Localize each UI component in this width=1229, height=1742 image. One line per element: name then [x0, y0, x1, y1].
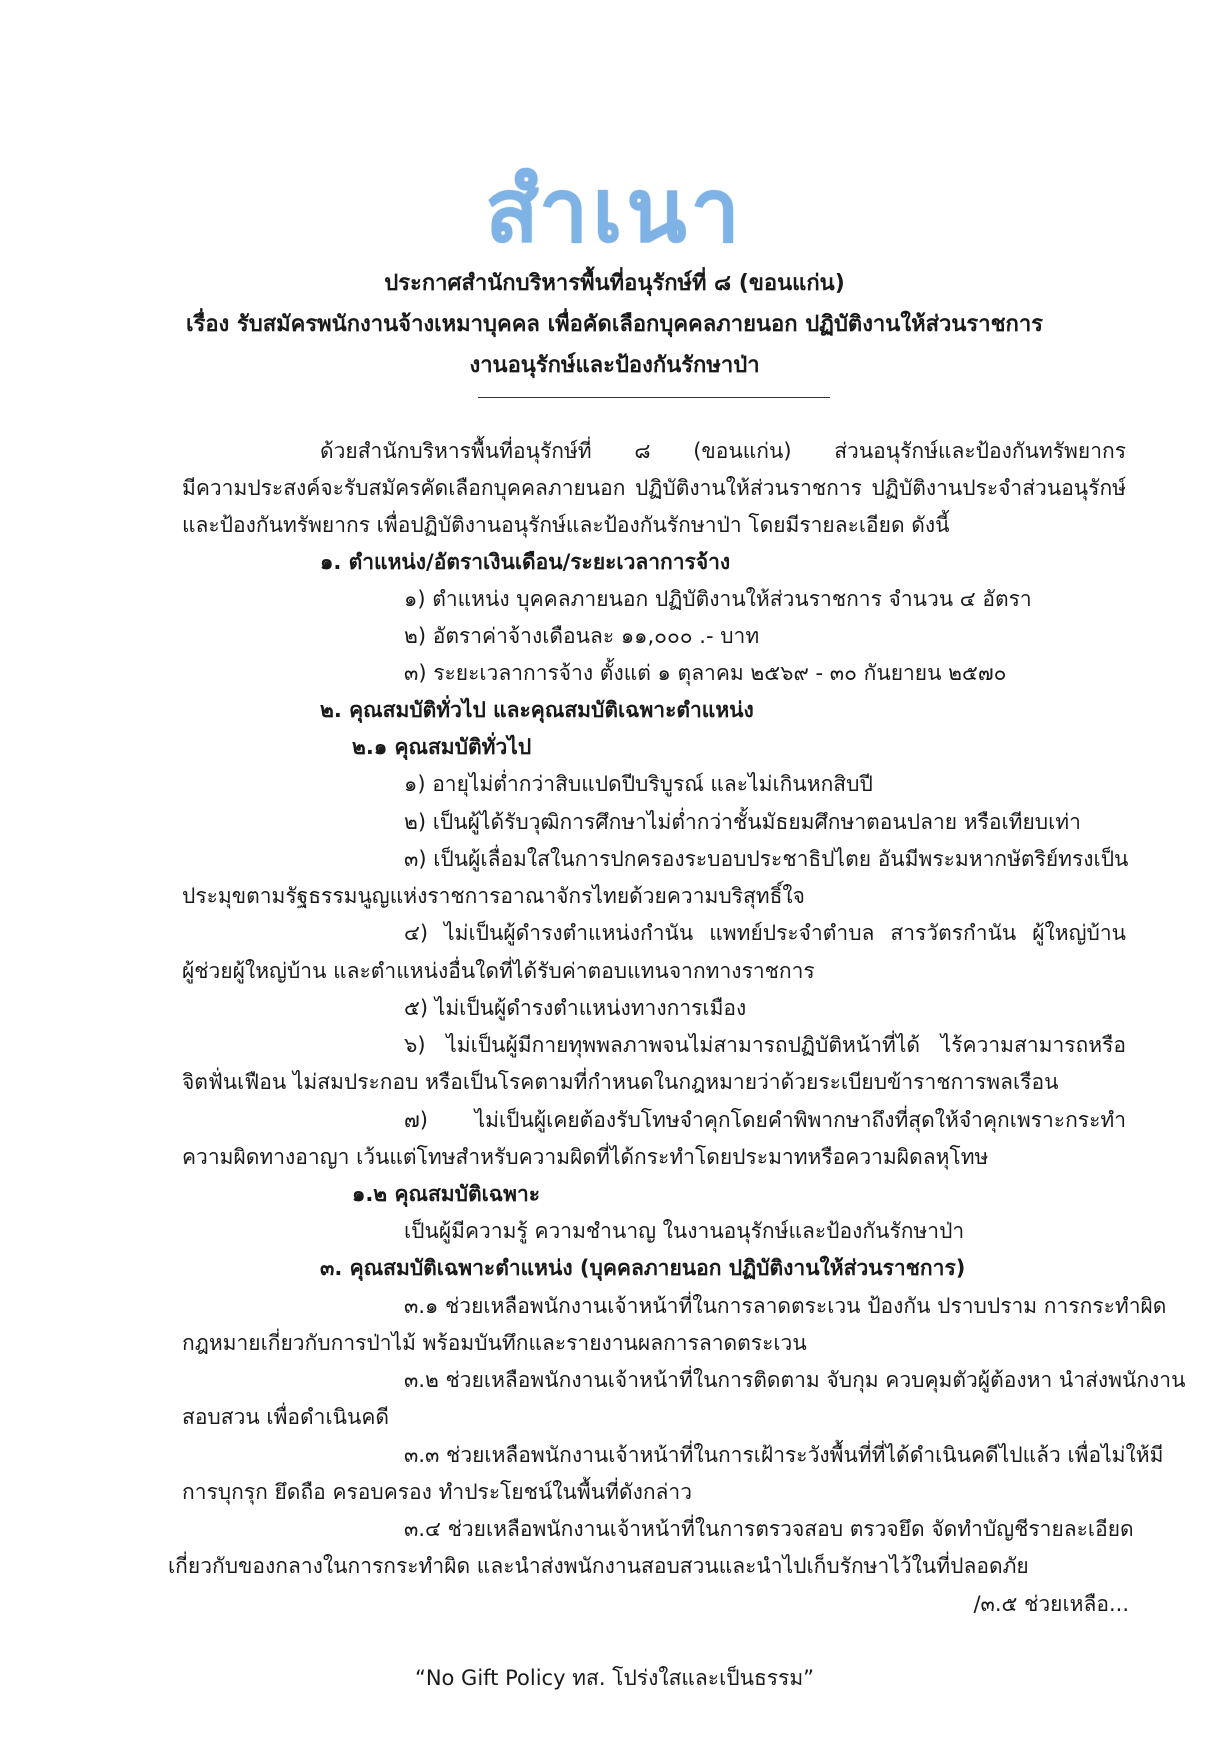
item-1-1: ๑) ตำแหน่ง บุคคลภายนอก ปฏิบัติงานให้ส่วนราชการ จำนวน ๔ อัตรา [404, 587, 1032, 611]
qual-item-2: ๒) เป็นผู้ได้รับวุฒิการศึกษาไม่ต่ำกว่าชั้นมัธยมศึกษาตอนปลาย หรือเทียบเท่า [404, 810, 1081, 834]
qual-item-7-cont: ความผิดทางอาญา เว้นแต่โทษสำหรับความผิดที่ได้กระทำโดยประมาทหรือความผิดลหุโทษ [182, 1145, 989, 1169]
intro-line-1: ด้วยสำนักบริหารพื้นที่อนุรักษ์ที่ ๘ (ขอนแก่น) ส่วนอนุรักษ์และป้องกันทรัพยากร [320, 439, 1126, 463]
title-divider [478, 397, 830, 398]
qual-item-4-cont: ผู้ช่วยผู้ใหญ่บ้าน และตำแหน่งอื่นใดที่ได้รับค่าตอบแทนจากทางราชการ [182, 959, 815, 983]
continuation-marker: /๓.๕ ช่วยเหลือ... [973, 1592, 1129, 1616]
intro-line-2: มีความประสงค์จะรับสมัครคัดเลือกบุคคลภายนอก ปฏิบัติงานให้ส่วนราชการ ปฏิบัติงานประจำส่วนอนุรักษ์ [182, 476, 1126, 500]
section-2-heading: ๒. คุณสมบัติทั่วไป และคุณสมบัติเฉพาะตำแหน่ง [320, 698, 754, 722]
qual-item-3: ๓) เป็นผู้เลื่อมใสในการปกครองระบอบประชาธิปไตย อันมีพระมหากษัตริย์ทรงเป็น [404, 847, 1129, 871]
announcement-subject-cont: งานอนุรักษ์และป้องกันรักษาป่า [469, 353, 760, 378]
duty-3-3: ๓.๓ ช่วยเหลือพนักงานเจ้าหน้าที่ในการเฝ้าระวังพื้นที่ที่ได้ดำเนินคดีไปแล้ว เพื่อไม่ให้มี [404, 1443, 1164, 1467]
qual-item-5: ๕) ไม่เป็นผู้ดำรงตำแหน่งทางการเมือง [404, 996, 747, 1020]
intro-line-3: และป้องกันทรัพยากร เพื่อปฏิบัติงานอนุรักษ์และป้องกันรักษาป่า โดยมีรายละเอียด ดังนี้ [182, 513, 950, 537]
duty-3-1: ๓.๑ ช่วยเหลือพนักงานเจ้าหน้าที่ในการลาดตระเวน ป้องกัน ปราบปราม การกระทำผิด [404, 1294, 1167, 1318]
qual-item-4: ๔) ไม่เป็นผู้ดำรงตำแหน่งกำนัน แพทย์ประจำตำบล สารวัตรกำนัน ผู้ใหญ่บ้าน [404, 921, 1126, 945]
footer-slogan: “No Gift Policy ทส. โปร่งใสและเป็นธรรม” [414, 1666, 815, 1690]
duty-3-4: ๓.๔ ช่วยเหลือพนักงานเจ้าหน้าที่ในการตรวจสอบ ตรวจยึด จัดทำบัญชีรายละเอียด [404, 1517, 1134, 1541]
duty-3-3-cont: การบุกรุก ยึดถือ ครอบครอง ทำประโยชน์ในพื้นที่ดังกล่าว [182, 1480, 693, 1504]
qual-item-7: ๗) ไม่เป็นผู้เคยต้องรับโทษจำคุกโดยคำพิพากษาถึงที่สุดให้จำคุกเพราะกระทำ [404, 1108, 1126, 1132]
qual-item-6: ๖) ไม่เป็นผู้มีกายทุพพลภาพจนไม่สามารถปฏิบัติหน้าที่ได้ ไร้ความสามารถหรือ [404, 1033, 1126, 1057]
duty-3-2: ๓.๒ ช่วยเหลือพนักงานเจ้าหน้าที่ในการติดตาม จับกุม ควบคุมตัวผู้ต้องหา นำส่งพนักงาน [404, 1368, 1186, 1392]
duty-3-4-cont: เกี่ยวกับของกลางในการกระทำผิด และนำส่งพนักงานสอบสวนและนำไปเก็บรักษาไว้ในที่ปลอดภัย [168, 1554, 1029, 1578]
section-1-heading: ๑. ตำแหน่ง/อัตราเงินเดือน/ระยะเวลาการจ้าง [320, 550, 731, 574]
announcement-title: ประกาศสำนักบริหารพื้นที่อนุรักษ์ที่ ๘ (ขอนแก่น) [384, 271, 845, 296]
duty-3-2-cont: สอบสวน เพื่อดำเนินคดี [182, 1405, 390, 1429]
specific-qual-text: เป็นผู้มีความรู้ ความชำนาญ ในงานอนุรักษ์และป้องกันรักษาป่า [404, 1219, 965, 1243]
item-1-2: ๒) อัตราค่าจ้างเดือนละ ๑๑,๐๐๐ .- บาท [404, 624, 760, 648]
qual-item-3-cont: ประมุขตามรัฐธรรมนูญแห่งราชการอาณาจักรไทยด้วยความบริสุทธิ์ใจ [182, 884, 805, 908]
duty-3-1-cont: กฎหมายเกี่ยวกับการป่าไม้ พร้อมบันทึกและรายงานผลการลาดตระเวน [182, 1331, 807, 1355]
qual-item-1: ๑) อายุไม่ต่ำกว่าสิบแปดปีบริบูรณ์ และไม่เกินหกสิบปี [404, 772, 873, 796]
qual-item-6-cont: จิตฟั่นเฟือน ไม่สมประกอบ หรือเป็นโรคตามที่กำหนดในกฎหมายว่าด้วยระเบียบข้าราชการพลเรือน [182, 1070, 1059, 1094]
announcement-subject: เรื่อง รับสมัครพนักงานจ้างเหมาบุคคล เพื่อคัดเลือกบุคคลภายนอก ปฏิบัติงานให้ส่วนราชการ [185, 312, 1043, 337]
item-1-3: ๓) ระยะเวลาการจ้าง ตั้งแต่ ๑ ตุลาคม ๒๕๖๙ - ๓๐ กันยายน ๒๕๗๐ [404, 661, 1007, 685]
section-3-heading: ๓. คุณสมบัติเฉพาะตำแหน่ง (บุคคลภายนอก ปฏิบัติงานให้ส่วนราชการ) [320, 1256, 966, 1280]
subsection-1-2-heading: ๑.๒ คุณสมบัติเฉพาะ [352, 1182, 541, 1206]
copy-stamp: สำเนา [485, 159, 744, 262]
subsection-2-1-heading: ๒.๑ คุณสมบัติทั่วไป [352, 735, 532, 759]
